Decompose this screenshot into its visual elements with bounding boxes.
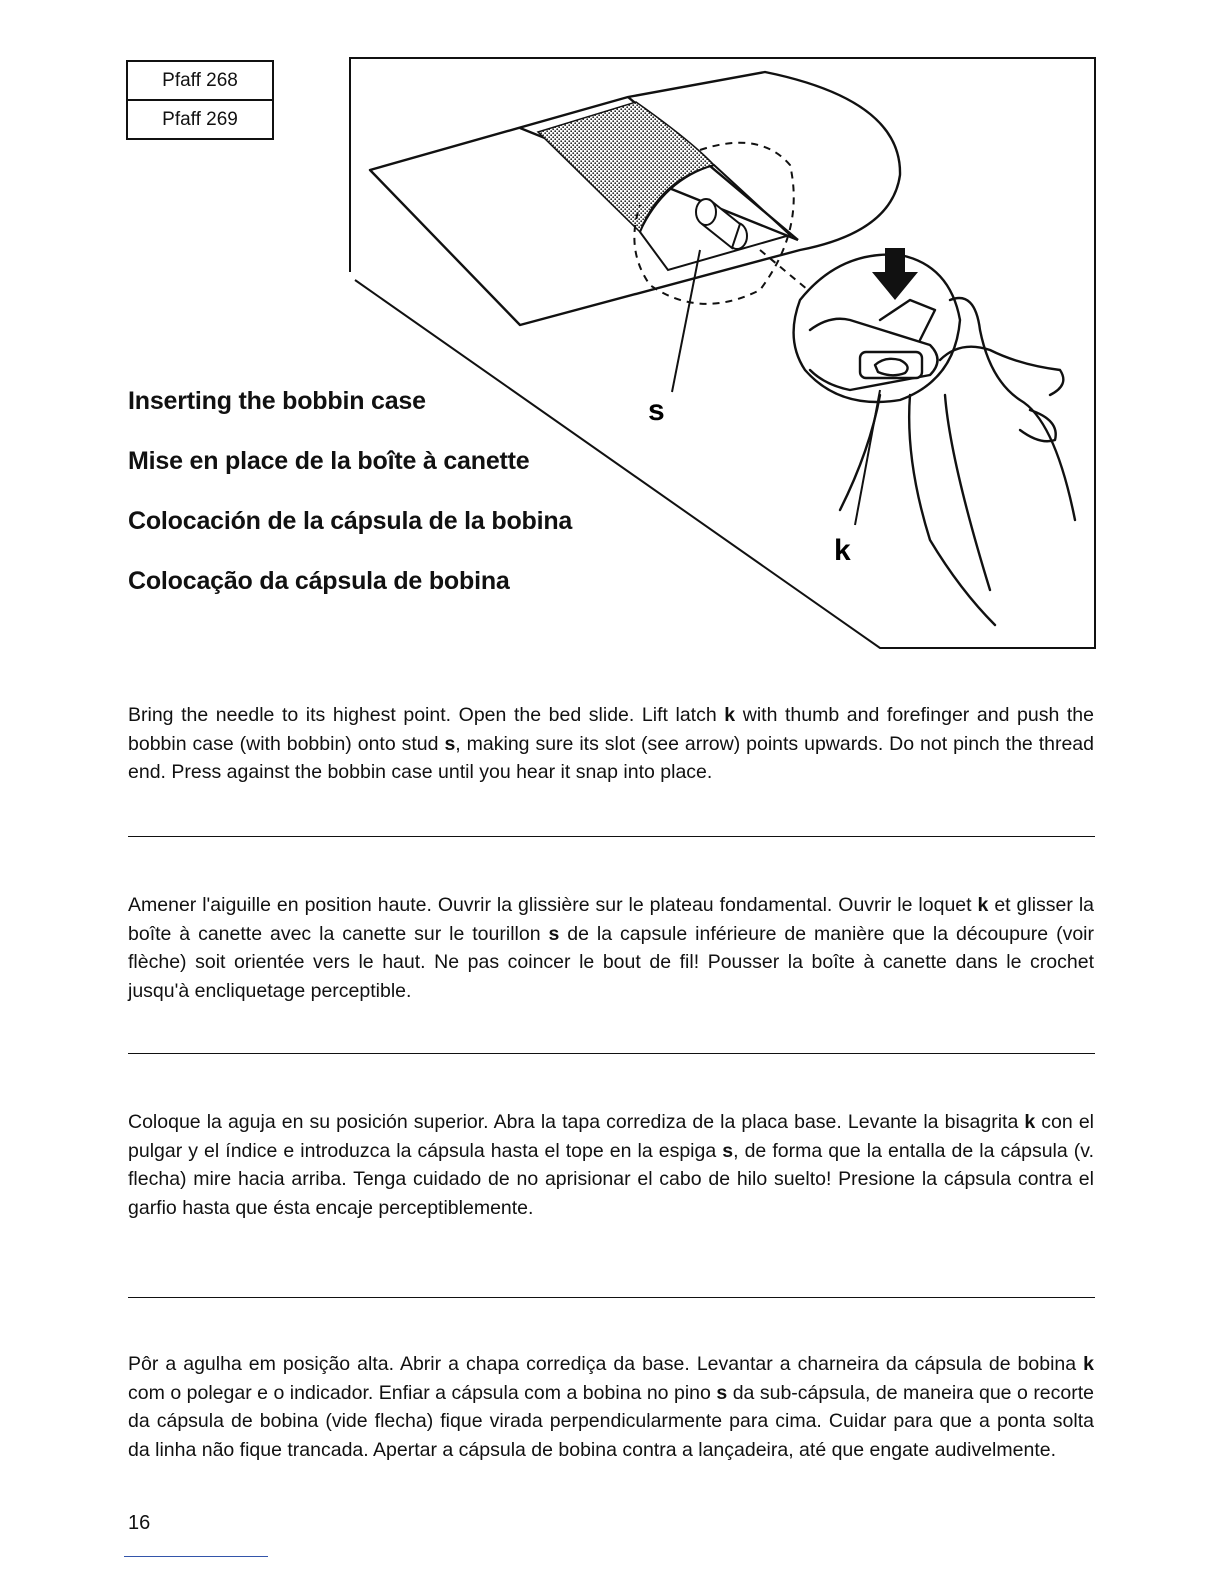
paragraph-es — [128, 1108, 1094, 1222]
paragraph-pt — [128, 1350, 1094, 1464]
bold-letter-s: s — [722, 1139, 734, 1162]
footer-rule — [124, 1556, 268, 1557]
title-en: Inserting the bobbin case — [128, 387, 426, 415]
text-segment: et glisser la boîte à canette avec la canette sur le tourillon — [128, 894, 1094, 945]
divider-2 — [128, 1053, 1095, 1054]
bold-letter-s: s — [444, 732, 456, 755]
text-segment: Amener l'aiguille en position haute. Ouvrir la glissière sur le plateau fondamental. Ouvrir le loquet — [128, 894, 978, 916]
text-segment: con el pulgar y el índice e introduzca la cápsula hasta el tope en la espiga — [128, 1111, 1094, 1162]
stud — [696, 199, 747, 249]
label-k: k — [834, 534, 851, 567]
title-fr: Mise en place de la boîte à canette — [128, 447, 530, 475]
page-number: 16 — [128, 1512, 151, 1534]
bobbin-case-and-hand — [794, 255, 1075, 625]
model-label-268: Pfaff 268 — [162, 70, 238, 91]
text-segment: , de forma que la entalla de la cápsula (v. flecha) mire hacia arriba. Tenga cuidado de no aprisionar el cabo de hilo suelto! Presione la cápsula contra el garfio hasta que ésta encaje perceptiblemente. — [128, 1139, 1094, 1219]
bold-letter-k: k — [724, 704, 736, 726]
bold-letter-k: k — [1083, 1353, 1094, 1375]
bed-slide-opening — [538, 102, 714, 232]
title-es: Colocación de la cápsula de la bobina — [128, 507, 573, 535]
text-segment: Bring the needle to its highest point. Open the bed slide. Lift latch — [128, 704, 725, 726]
model-label-269: Pfaff 269 — [128, 99, 272, 138]
paragraph-fr — [128, 891, 1094, 1005]
leader-k — [855, 390, 880, 525]
divider-1 — [128, 836, 1095, 837]
text-segment: Pôr a agulha em posição alta. Abrir a chapa corrediça da base. Levantar a charneira da cápsula de bobina — [128, 1353, 1084, 1375]
label-s: s — [648, 394, 665, 427]
text-segment: com o polegar e o indicador. Enfiar a cápsula com a bobina no pino — [128, 1381, 717, 1404]
text-segment: de la capsule inférieure de manière que la découpure (voir flèche) soit orientée vers le haut. Ne pas coincer le bout de fil! Pousser la boîte à canette dans le crochet jusqu'à encliquetage perceptible. — [128, 922, 1094, 1002]
bold-letter-s: s — [548, 922, 560, 945]
text-segment: da sub-cápsula, de maneira que o recorte da cápsula de bobina (vide flecha) fique virada perpendicularmente para cima. Cuidar para que a ponta solta da linha não fique trancada. Apertar a cápsula de bobina contra a lançadeira, até que engate audivelmente. — [128, 1381, 1095, 1461]
title-pt: Colocação da cápsula de bobina — [128, 567, 510, 595]
bold-letter-k: k — [1024, 1111, 1036, 1133]
text-segment: , making sure its slot (see arrow) points upwards. Do not pinch the thread end. Press against the bobbin case until you hear it snap into place. — [128, 732, 1094, 783]
bold-letter-k: k — [977, 894, 989, 916]
text-segment: with thumb and forefinger and push the bobbin case (with bobbin) onto stud — [128, 704, 1094, 755]
divider-3 — [128, 1297, 1095, 1298]
paragraph-en — [128, 701, 1094, 787]
bold-letter-s: s — [716, 1381, 728, 1404]
leader-s — [672, 250, 700, 392]
section-titles — [128, 386, 572, 626]
text-segment: Coloque la aguja en su posición superior. Abra la tapa corrediza de la placa base. Levante la bisagrita — [128, 1111, 1025, 1133]
